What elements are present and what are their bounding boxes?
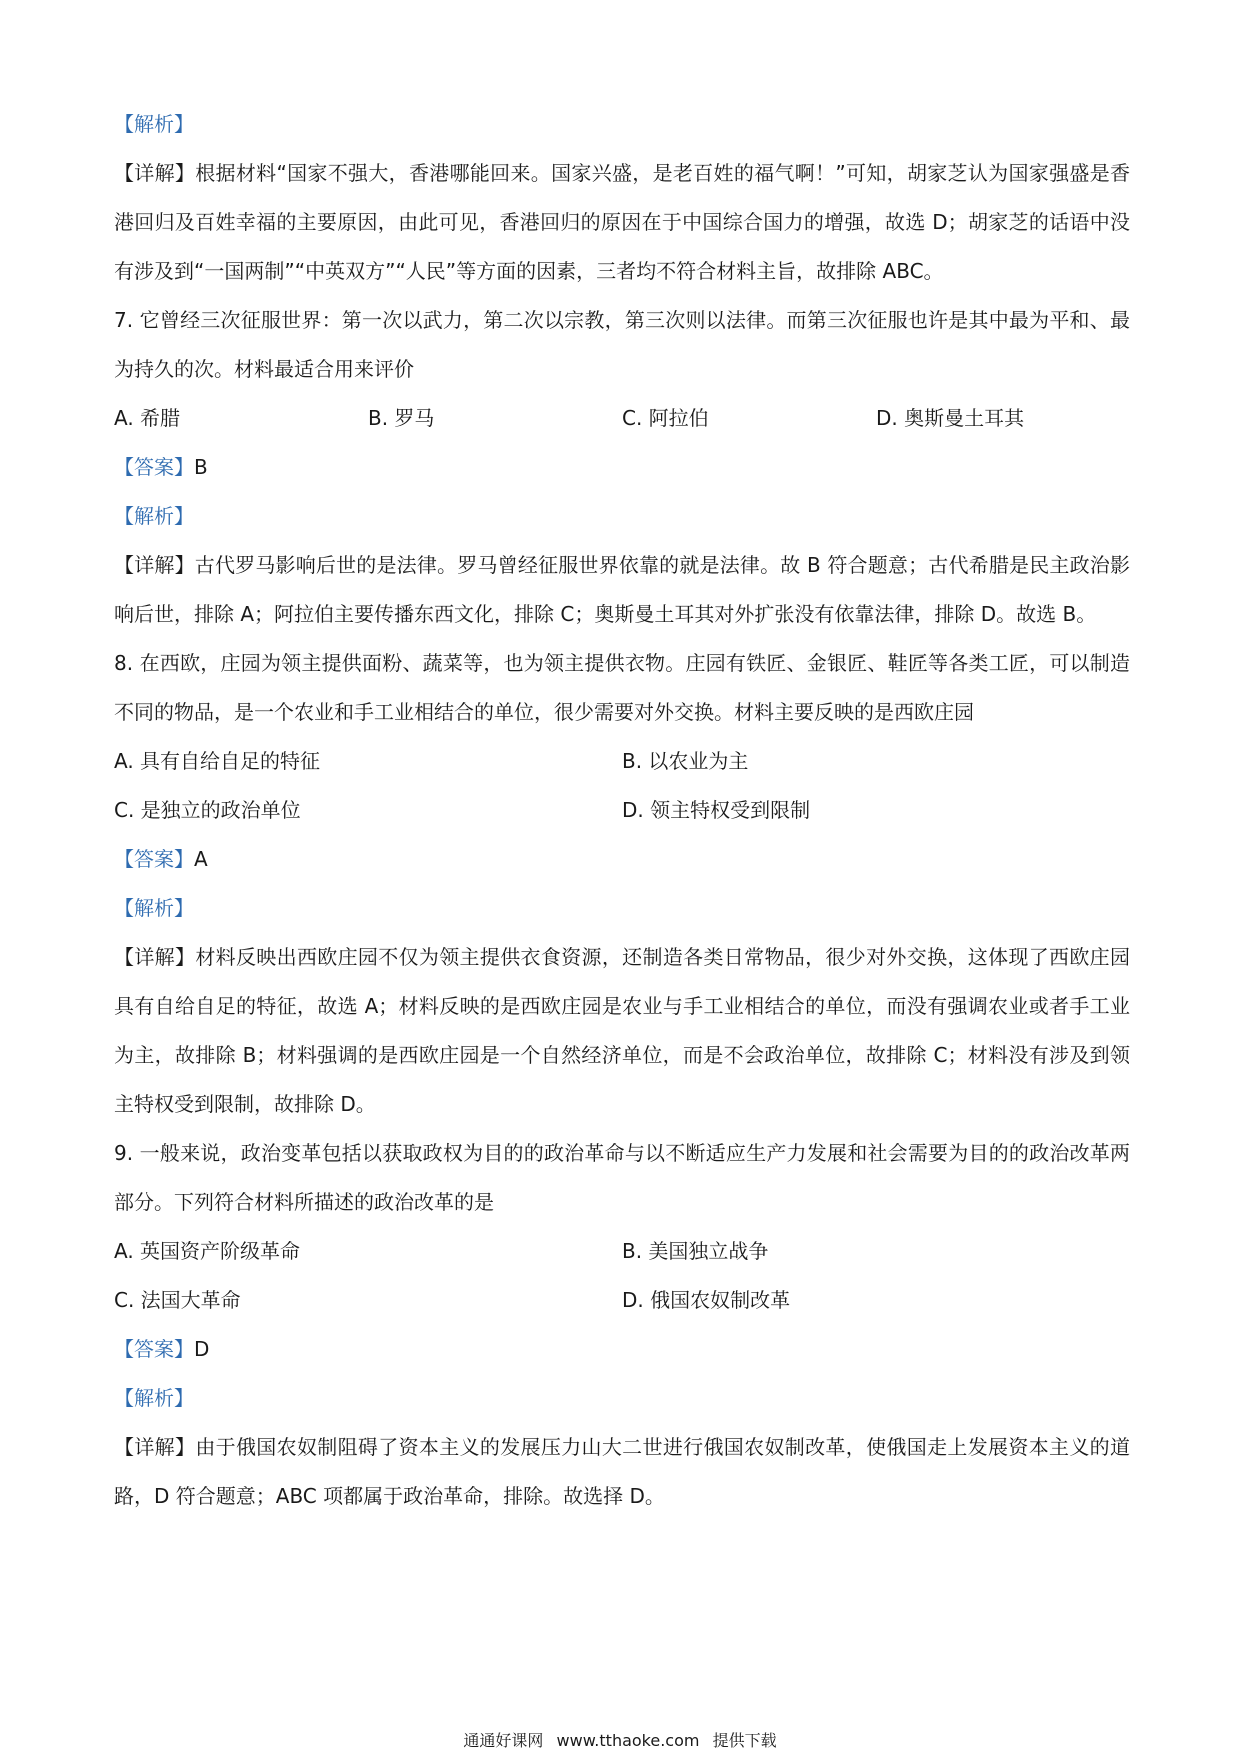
q7-stem: 7. 它曾经三次征服世界：第一次以武力，第二次以宗教，第三次则以法律。而第三次征服也许是其中最为平和、最为持久的次。材料最适合用来评价 [114,308,1130,381]
analysis-tag: 【解析】 [114,896,194,920]
q9-answer [114,1325,1130,1374]
q6-analysis-heading [114,100,1130,149]
q7-detail [114,541,1130,639]
answer-tag: 【答案】 [114,1337,194,1361]
footer-site-name: 通通好课网 [463,1731,544,1750]
analysis-tag: 【解析】 [114,504,194,528]
q6-detail [114,149,1130,296]
option-c: C. 是独立的政治单位 [114,798,301,822]
detail-text: 根据材料“国家不强大，香港哪能回来。国家兴盛，是老百姓的福气啊！”可知，胡家芝认为国家强盛是香港回归及百姓幸福的主要原因，由此可见，香港回归的原因在于中国综合国力的增强，故选 D；胡家芝的话语中没有涉及到“一国两制”“中英双方”“人民”等方面的因素，三者均不符合材料主旨，故排除 ABC。 [114,161,1131,283]
q9-detail [114,1423,1130,1521]
q7-options [114,394,1130,443]
option-b: B. 以农业为主 [622,749,749,773]
q9-options-row2 [114,1276,1130,1325]
q7-answer [114,443,1130,492]
detail-tag: 【详解】 [114,1435,196,1459]
page-footer [0,1728,1240,1751]
footer-url[interactable]: www.tthaoke.com [556,1731,700,1750]
option-d: D. 俄国农奴制改革 [622,1288,791,1312]
q9-options-row1 [114,1227,1130,1276]
option-b: B. 罗马 [368,406,435,430]
q8-options-row1 [114,737,1130,786]
q7-analysis-heading [114,492,1130,541]
analysis-tag: 【解析】 [114,1386,194,1410]
q9-stem: 9. 一般来说，政治变革包括以获取政权为目的的政治革命与以不断适应生产力发展和社会需要为目的的政治改革两部分。下列符合材料所描述的政治改革的是 [114,1141,1130,1214]
option-a: A. 具有自给自足的特征 [114,749,321,773]
q8-analysis-heading [114,884,1130,933]
detail-text: 材料反映出西欧庄园不仅为领主提供衣食资源，还制造各类日常物品，很少对外交换，这体现了西欧庄园具有自给自足的特征，故选 A；材料反映的是西欧庄园是农业与手工业相结合的单位，而没有强调农业或者手工业为主，故排除 B；材料强调的是西欧庄园是一个自然经济单位，而是不会政治单位，故排除 C；材料没有涉及到领主特权受到限制，故排除 D。 [114,945,1131,1116]
q8-detail [114,933,1130,1129]
answer-value: B [194,455,208,479]
option-d: D. 领主特权受到限制 [622,798,811,822]
option-a: A. 英国资产阶级革命 [114,1239,301,1263]
detail-text: 由于俄国农奴制阻碍了资本主义的发展压力山大二世进行俄国农奴制改革，使俄国走上发展资本主义的道路，D 符合题意；ABC 项都属于政治革命，排除。故选择 D。 [114,1435,1131,1508]
q9-analysis-heading [114,1374,1130,1423]
analysis-tag: 【解析】 [114,112,194,136]
page-content [114,100,1130,1521]
option-d: D. 奥斯曼土耳其 [876,406,1025,430]
q8-answer [114,835,1130,884]
detail-tag: 【详解】 [114,945,196,969]
option-b: B. 美国独立战争 [622,1239,769,1263]
answer-value: A [194,847,208,871]
q8-stem: 8. 在西欧，庄园为领主提供面粉、蔬菜等，也为领主提供衣物。庄园有铁匠、金银匠、鞋匠等各类工匠，可以制造不同的物品，是一个农业和手工业相结合的单位，很少需要对外交换。材料主要反映的是西欧庄园 [114,651,1130,724]
option-a: A. 希腊 [114,406,181,430]
detail-text: 古代罗马影响后世的是法律。罗马曾经征服世界依靠的就是法律。故 B 符合题意；古代希腊是民主政治影响后世，排除 A；阿拉伯主要传播东西文化，排除 C；奥斯曼土耳其对外扩张没有依靠法律，排除 D。故选 B。 [114,553,1130,626]
q8-options-row2 [114,786,1130,835]
answer-tag: 【答案】 [114,455,194,479]
answer-tag: 【答案】 [114,847,194,871]
answer-value: D [194,1337,210,1361]
option-c: C. 法国大革命 [114,1288,241,1312]
option-c: C. 阿拉伯 [622,406,709,430]
footer-note: 提供下载 [712,1731,777,1750]
detail-tag: 【详解】 [114,553,195,577]
detail-tag: 【详解】 [114,161,196,185]
